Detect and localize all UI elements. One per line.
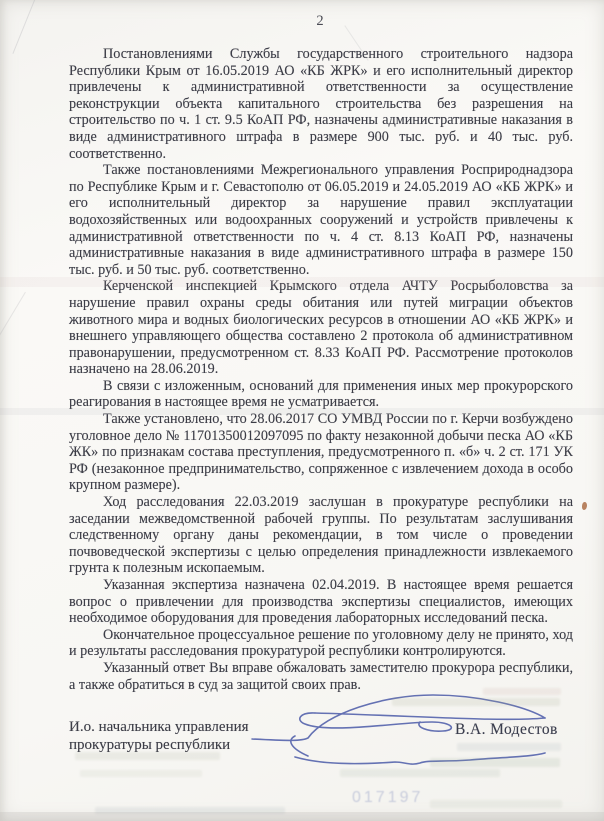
- page-number: 2: [316, 13, 324, 29]
- signoff-title-line-2: прокуратуры республики: [69, 736, 231, 753]
- bleedthrough-ghost-line: [80, 770, 202, 777]
- paragraph-rosprirodnadzor-penalty: Также постановлениями Межрегионального управления Росприроднадзора по Республике Крым и г. Севастополю от 06.05.2019 и 24.05.2019 АО «КБ ЖРК» и его исполнительный директор за нарушение правил эксплуатации водохозяйственных или водоохранных сооружений и устройств привлечены к административной ответственности по ч. 4 ст. 8.13 КоАП РФ, назначены административные наказания в виде административного штрафа в размере 150 тыс. руб. и 50 тыс. руб. соответственно.: [69, 162, 573, 278]
- bleedthrough-ghost-line: [392, 698, 560, 706]
- paper-crease: [0, 292, 26, 342]
- bleedthrough-ghost-line: [95, 807, 285, 814]
- paragraph-criminal-case: Также установлено, что 28.06.2017 СО УМВД России по г. Керчи возбуждено уголовное дело № 11701350012097095 по факту незаконной добычи песка АО «КБ ЖК» по признакам состава преступления, предусмотренного п. «б» ч. 2 ст. 171 УК РФ (незаконное предпринимательство, сопряженное с извлечением дохода в особо крупном размере).: [69, 411, 573, 494]
- bleedthrough-stamp-number: 017197: [352, 789, 424, 806]
- paragraph-fishery-protocols: Керченской инспекцией Крымского отдела АЧТУ Росрыболовства за нарушение правил охраны среды обитания или путей миграции объектов животного мира и водных биологических ресурсов в отношении АО «КБ ЖРК» и внешнего управляющего общества составлено 2 протокола об административном правонарушении, предусмотренном ст. 8.33 КоАП РФ. Рассмотрение протоколов назначено на 28.06.2019.: [69, 278, 573, 378]
- ink-speck: [582, 502, 587, 510]
- paragraph-no-further-measures: В связи с изложенным, оснований для применения иных мер прокурорского реагирования в настоящее время не усматривается.: [69, 377, 573, 411]
- signer-name: В.А. Модестов: [455, 721, 558, 738]
- paragraph-expertise-scheduled: Указанная экспертиза назначена 02.04.2019. В настоящее время решается вопрос о привлечении для производства экспертизы специалистов, имеющих необходимое оборудования для проведения лабораторных исследований песка.: [69, 577, 573, 627]
- signoff-title: [69, 719, 249, 754]
- bleedthrough-ghost-line: [430, 800, 562, 808]
- paragraph-case-control: Окончательное процессуальное решение по уголовному делу не принято, ход и результаты расследования прокуратурой республики контролируются.: [69, 626, 573, 660]
- scan-streak: [0, 812, 604, 821]
- signoff-title-line-1: И.о. начальника управления: [69, 719, 249, 735]
- bleedthrough-ghost-line: [457, 743, 561, 751]
- bleedthrough-ghost-line: [430, 758, 560, 767]
- paragraph-construction-penalty: Постановлениями Службы государственного строительного надзора Республики Крым от 16.05.2019 АО «КБ ЖРК» и его исполнительный директор привлечены к административной ответственности за осуществление реконструкции объекта капитального строительства без разрешения на строительство по ч. 1 ст. 9.5 КоАП РФ, назначены административные наказания в виде административного штрафа в размере 900 тыс. руб. и 40 тыс. руб. соответственно.: [69, 46, 573, 162]
- bleedthrough-ghost-line: [340, 769, 500, 777]
- paragraph-appeal-rights: Указанный ответ Вы вправе обжаловать заместителю прокурора республики, а также обратиться в суд за защитой своих прав.: [69, 659, 573, 693]
- document-body: [69, 46, 573, 693]
- paragraph-investigation-review: Ход расследования 22.03.2019 заслушан в прокуратуре республики на заседании межведомственной рабочей группы. По результатам заслушивания следственному органу даны рекомендации, в том числе о проведении почвоведческой экспертизы с целью определения принадлежности извлекаемого грунта к полезным ископаемым.: [69, 494, 573, 577]
